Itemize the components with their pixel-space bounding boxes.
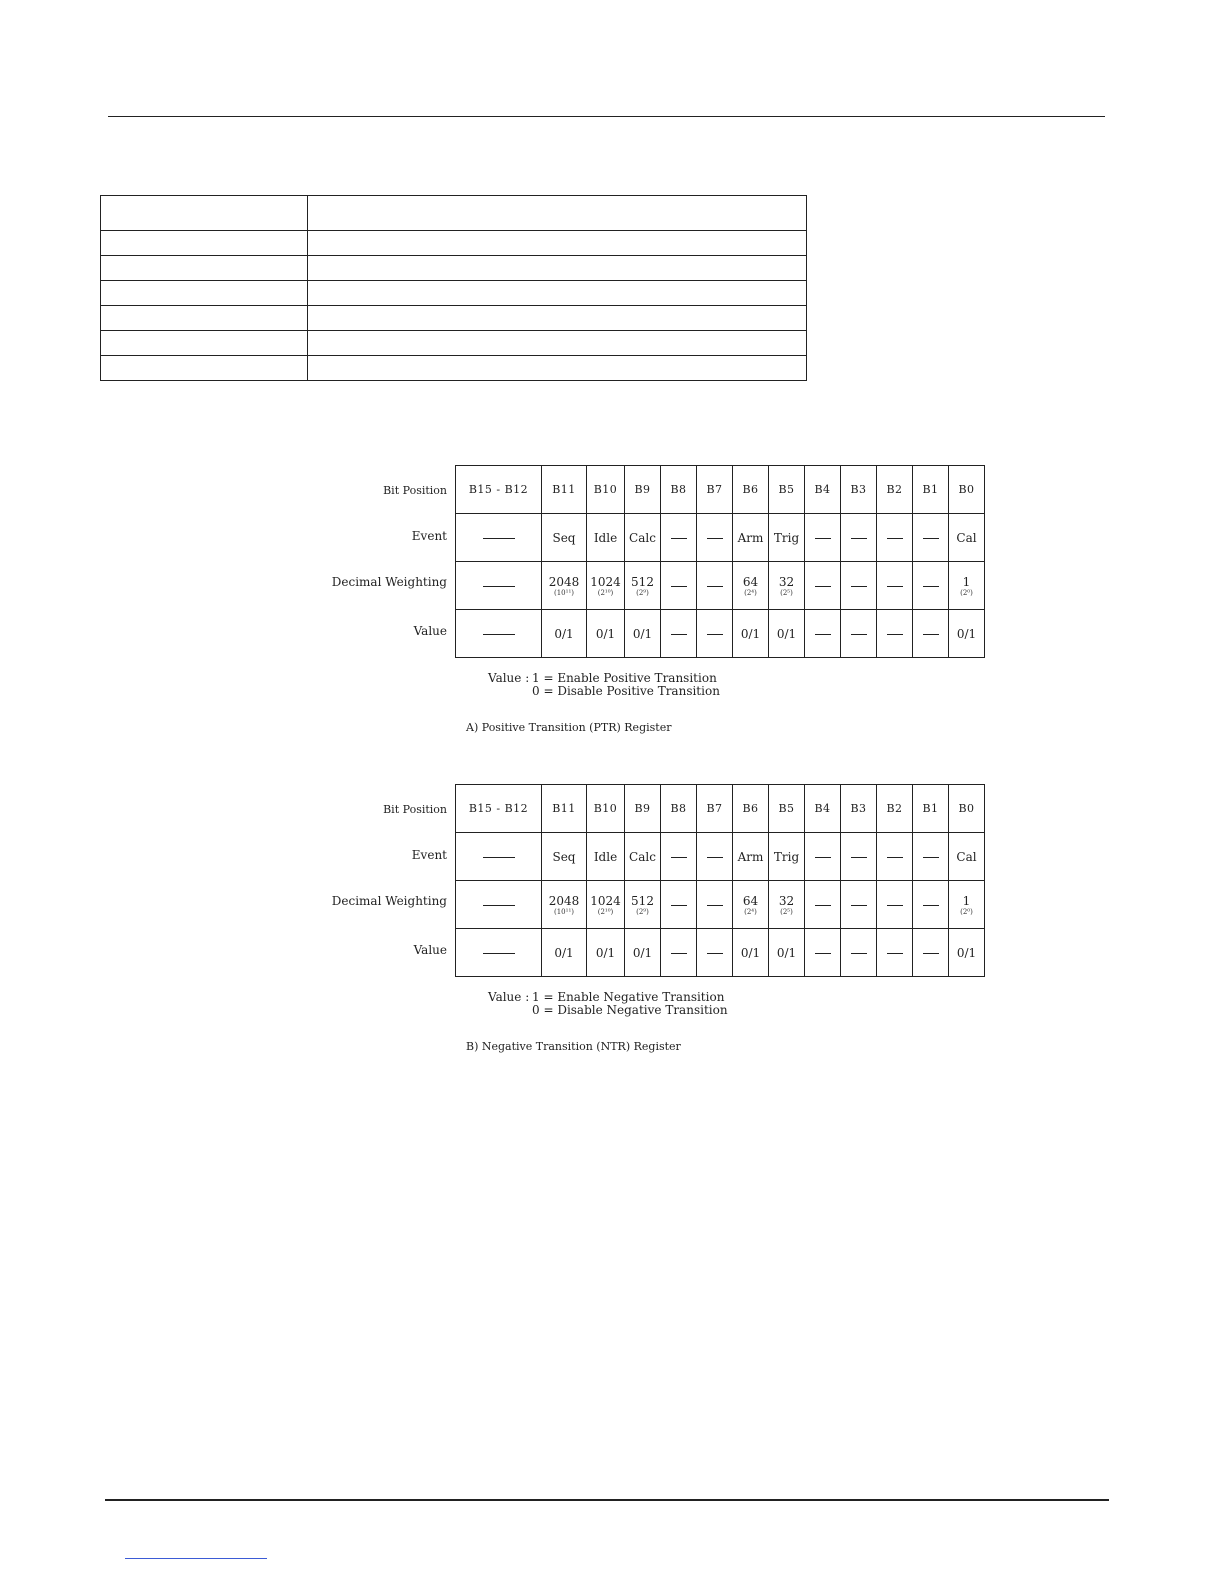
event-cell bbox=[456, 514, 542, 562]
bit-position-cell: B6 bbox=[733, 785, 769, 833]
value-cell bbox=[877, 610, 913, 658]
dash-placeholder bbox=[815, 586, 831, 587]
weight-cell bbox=[769, 881, 805, 929]
value-cell: 0/1 bbox=[625, 610, 661, 658]
weight-cell bbox=[587, 881, 625, 929]
weight-exponent: (2⁹) bbox=[636, 588, 649, 597]
dash-placeholder bbox=[851, 953, 867, 954]
value-label: Value bbox=[413, 624, 447, 638]
bit-position-cell: B7 bbox=[697, 466, 733, 514]
dash-placeholder bbox=[671, 905, 687, 906]
weight-value: 512 bbox=[631, 893, 654, 908]
weight-cell bbox=[542, 562, 587, 610]
dash-placeholder bbox=[851, 857, 867, 858]
table-row bbox=[101, 231, 807, 256]
weight-value: 64 bbox=[742, 893, 759, 908]
dash-placeholder bbox=[707, 953, 723, 954]
value-row bbox=[456, 610, 985, 658]
event-cell bbox=[877, 833, 913, 881]
weight-cell bbox=[877, 562, 913, 610]
dash-placeholder bbox=[887, 538, 903, 539]
weight-value: 64 bbox=[742, 574, 759, 589]
bit-table bbox=[455, 784, 985, 977]
value-cell: 0/1 bbox=[625, 929, 661, 977]
bit-table bbox=[455, 465, 985, 658]
weight-cell bbox=[542, 881, 587, 929]
dash-placeholder bbox=[483, 953, 515, 954]
value-cell bbox=[456, 610, 542, 658]
weight-cell bbox=[877, 881, 913, 929]
weight-cell bbox=[913, 562, 949, 610]
weight-value: 32 bbox=[778, 893, 795, 908]
value-cell: 0/1 bbox=[949, 929, 985, 977]
dash-placeholder bbox=[707, 586, 723, 587]
bit-position-cell: B0 bbox=[949, 785, 985, 833]
dash-placeholder bbox=[671, 586, 687, 587]
table-row bbox=[101, 356, 807, 381]
event-cell bbox=[841, 833, 877, 881]
dash-placeholder bbox=[707, 538, 723, 539]
event-cell bbox=[805, 833, 841, 881]
bit-position-cell: B0 bbox=[949, 466, 985, 514]
dash-placeholder bbox=[815, 538, 831, 539]
weight-value: 1024 bbox=[590, 893, 621, 908]
dash-placeholder bbox=[671, 538, 687, 539]
decimal-weighting-label: Decimal Weighting bbox=[331, 894, 447, 908]
event-cell: Seq bbox=[542, 833, 587, 881]
bit-position-cell: B3 bbox=[841, 785, 877, 833]
weight-exponent: (2⁵) bbox=[780, 907, 793, 916]
dash-placeholder bbox=[707, 905, 723, 906]
bit-position-cell: B9 bbox=[625, 466, 661, 514]
summary-table bbox=[100, 195, 807, 381]
legend bbox=[488, 672, 720, 698]
event-cell bbox=[697, 514, 733, 562]
weight-exponent: (2¹⁰) bbox=[597, 907, 614, 916]
event-cell bbox=[697, 833, 733, 881]
event-cell: Seq bbox=[542, 514, 587, 562]
dash-placeholder bbox=[671, 634, 687, 635]
value-cell bbox=[805, 929, 841, 977]
event-cell: Arm bbox=[733, 514, 769, 562]
bit-position-cell: B11 bbox=[542, 466, 587, 514]
event-label: Event bbox=[411, 848, 447, 862]
weight-cell bbox=[949, 881, 985, 929]
table-row bbox=[101, 331, 807, 356]
weight-cell bbox=[456, 881, 542, 929]
weight-value: 2048 bbox=[548, 893, 580, 908]
value-cell bbox=[697, 929, 733, 977]
weight-cell bbox=[733, 562, 769, 610]
table-row bbox=[101, 306, 807, 331]
weight-exponent: (2¹⁰) bbox=[597, 588, 614, 597]
weight-cell bbox=[949, 562, 985, 610]
weight-cell bbox=[769, 562, 805, 610]
bit-position-cell: B5 bbox=[769, 785, 805, 833]
bit-position-row bbox=[456, 466, 985, 514]
dash-placeholder bbox=[923, 953, 939, 954]
legend-label: Value : bbox=[488, 990, 530, 1004]
dash-placeholder bbox=[923, 634, 939, 635]
bit-position-cell: B1 bbox=[913, 785, 949, 833]
event-cell bbox=[913, 514, 949, 562]
weight-cell bbox=[625, 562, 661, 610]
value-cell bbox=[805, 610, 841, 658]
value-cell: 0/1 bbox=[949, 610, 985, 658]
event-cell: Idle bbox=[587, 833, 625, 881]
value-cell: 0/1 bbox=[733, 929, 769, 977]
row-labels bbox=[300, 465, 447, 657]
event-cell bbox=[661, 514, 697, 562]
dash-placeholder bbox=[923, 857, 939, 858]
dash-placeholder bbox=[707, 634, 723, 635]
dash-placeholder bbox=[815, 857, 831, 858]
ntr-register-diagram bbox=[0, 784, 1224, 1084]
weight-value: 1024 bbox=[590, 574, 621, 589]
weight-exponent: (2⁴) bbox=[744, 907, 757, 916]
bit-position-cell: B2 bbox=[877, 466, 913, 514]
event-cell: Trig bbox=[769, 514, 805, 562]
bit-position-cell: B8 bbox=[661, 785, 697, 833]
value-cell: 0/1 bbox=[542, 929, 587, 977]
bit-position-cell: B11 bbox=[542, 785, 587, 833]
bit-position-cell: B5 bbox=[769, 466, 805, 514]
weight-exponent: (10¹¹) bbox=[554, 588, 574, 597]
weight-cell bbox=[841, 562, 877, 610]
legend-line-1: 1 = Enable Negative Transition bbox=[532, 990, 725, 1004]
weight-cell bbox=[625, 881, 661, 929]
bit-position-cell: B15 - B12 bbox=[456, 466, 542, 514]
value-cell bbox=[697, 610, 733, 658]
event-cell: Cal bbox=[949, 833, 985, 881]
weight-exponent: (2⁰) bbox=[960, 588, 973, 597]
weight-cell bbox=[805, 562, 841, 610]
dash-placeholder bbox=[887, 586, 903, 587]
dash-placeholder bbox=[851, 586, 867, 587]
event-label: Event bbox=[411, 529, 447, 543]
bit-position-cell: B2 bbox=[877, 785, 913, 833]
legend-line-1: 1 = Enable Positive Transition bbox=[532, 671, 717, 685]
dash-placeholder bbox=[483, 538, 515, 539]
value-label: Value bbox=[413, 943, 447, 957]
value-row bbox=[456, 929, 985, 977]
dash-placeholder bbox=[851, 634, 867, 635]
weight-value: 2048 bbox=[548, 574, 580, 589]
footer-rule bbox=[105, 1499, 1109, 1501]
weight-exponent: (2⁵) bbox=[780, 588, 793, 597]
bit-position-cell: B4 bbox=[805, 466, 841, 514]
dash-placeholder bbox=[815, 634, 831, 635]
weight-exponent: (2⁴) bbox=[744, 588, 757, 597]
bit-position-cell: B9 bbox=[625, 785, 661, 833]
event-cell: Cal bbox=[949, 514, 985, 562]
value-cell: 0/1 bbox=[587, 610, 625, 658]
bit-position-cell: B15 - B12 bbox=[456, 785, 542, 833]
value-cell: 0/1 bbox=[733, 610, 769, 658]
event-cell bbox=[456, 833, 542, 881]
dash-placeholder bbox=[815, 953, 831, 954]
footer-link-underline[interactable] bbox=[125, 1558, 267, 1559]
event-cell bbox=[841, 514, 877, 562]
dash-placeholder bbox=[483, 634, 515, 635]
bit-position-cell: B1 bbox=[913, 466, 949, 514]
legend-line-2: 0 = Disable Positive Transition bbox=[532, 684, 720, 698]
dash-placeholder bbox=[923, 586, 939, 587]
event-row bbox=[456, 833, 985, 881]
dash-placeholder bbox=[483, 905, 515, 906]
bit-position-cell: B10 bbox=[587, 466, 625, 514]
weight-cell bbox=[913, 881, 949, 929]
value-cell bbox=[456, 929, 542, 977]
bit-position-label: Bit Position bbox=[383, 803, 447, 816]
weight-exponent: (10¹¹) bbox=[554, 907, 574, 916]
event-row bbox=[456, 514, 985, 562]
table-row bbox=[101, 256, 807, 281]
figure-caption: A) Positive Transition (PTR) Register bbox=[466, 721, 672, 734]
table-header-row bbox=[101, 196, 807, 231]
dash-placeholder bbox=[671, 953, 687, 954]
value-cell bbox=[877, 929, 913, 977]
weight-cell bbox=[456, 562, 542, 610]
bit-position-cell: B7 bbox=[697, 785, 733, 833]
event-cell bbox=[913, 833, 949, 881]
value-cell bbox=[661, 929, 697, 977]
weight-cell bbox=[661, 881, 697, 929]
dash-placeholder bbox=[887, 634, 903, 635]
dash-placeholder bbox=[923, 905, 939, 906]
value-cell bbox=[841, 929, 877, 977]
weight-cell bbox=[733, 881, 769, 929]
event-cell bbox=[805, 514, 841, 562]
weight-value: 1 bbox=[962, 574, 971, 589]
weight-value: 512 bbox=[631, 574, 654, 589]
legend-line-2: 0 = Disable Negative Transition bbox=[532, 1003, 728, 1017]
bit-position-label: Bit Position bbox=[383, 484, 447, 497]
dash-placeholder bbox=[851, 905, 867, 906]
weight-value: 32 bbox=[778, 574, 795, 589]
bit-position-cell: B6 bbox=[733, 466, 769, 514]
dash-placeholder bbox=[887, 953, 903, 954]
dash-placeholder bbox=[483, 857, 515, 858]
value-cell: 0/1 bbox=[769, 610, 805, 658]
event-cell: Trig bbox=[769, 833, 805, 881]
event-cell: Arm bbox=[733, 833, 769, 881]
bit-position-cell: B8 bbox=[661, 466, 697, 514]
row-labels bbox=[300, 784, 447, 976]
dash-placeholder bbox=[671, 857, 687, 858]
weight-exponent: (2⁰) bbox=[960, 907, 973, 916]
figure-caption: B) Negative Transition (NTR) Register bbox=[466, 1040, 681, 1053]
dash-placeholder bbox=[923, 538, 939, 539]
bit-position-cell: B4 bbox=[805, 785, 841, 833]
legend bbox=[488, 991, 728, 1017]
decimal-weighting-row bbox=[456, 562, 985, 610]
value-cell: 0/1 bbox=[587, 929, 625, 977]
weight-cell bbox=[587, 562, 625, 610]
decimal-weighting-label: Decimal Weighting bbox=[331, 575, 447, 589]
decimal-weighting-row bbox=[456, 881, 985, 929]
weight-cell bbox=[805, 881, 841, 929]
weight-cell bbox=[697, 562, 733, 610]
value-cell bbox=[661, 610, 697, 658]
header-rule bbox=[108, 116, 1105, 117]
event-cell bbox=[877, 514, 913, 562]
event-cell: Idle bbox=[587, 514, 625, 562]
dash-placeholder bbox=[887, 857, 903, 858]
legend-label: Value : bbox=[488, 671, 530, 685]
weight-exponent: (2⁹) bbox=[636, 907, 649, 916]
value-cell bbox=[913, 610, 949, 658]
weight-cell bbox=[841, 881, 877, 929]
weight-cell bbox=[697, 881, 733, 929]
bit-position-cell: B3 bbox=[841, 466, 877, 514]
dash-placeholder bbox=[851, 538, 867, 539]
dash-placeholder bbox=[483, 586, 515, 587]
event-cell: Calc bbox=[625, 833, 661, 881]
event-cell: Calc bbox=[625, 514, 661, 562]
weight-cell bbox=[661, 562, 697, 610]
dash-placeholder bbox=[707, 857, 723, 858]
dash-placeholder bbox=[887, 905, 903, 906]
dash-placeholder bbox=[815, 905, 831, 906]
ptr-register-diagram bbox=[0, 465, 1224, 765]
bit-position-cell: B10 bbox=[587, 785, 625, 833]
value-cell: 0/1 bbox=[769, 929, 805, 977]
event-cell bbox=[661, 833, 697, 881]
bit-position-row bbox=[456, 785, 985, 833]
value-cell bbox=[841, 610, 877, 658]
value-cell bbox=[913, 929, 949, 977]
value-cell: 0/1 bbox=[542, 610, 587, 658]
weight-value: 1 bbox=[962, 893, 971, 908]
table-row bbox=[101, 281, 807, 306]
